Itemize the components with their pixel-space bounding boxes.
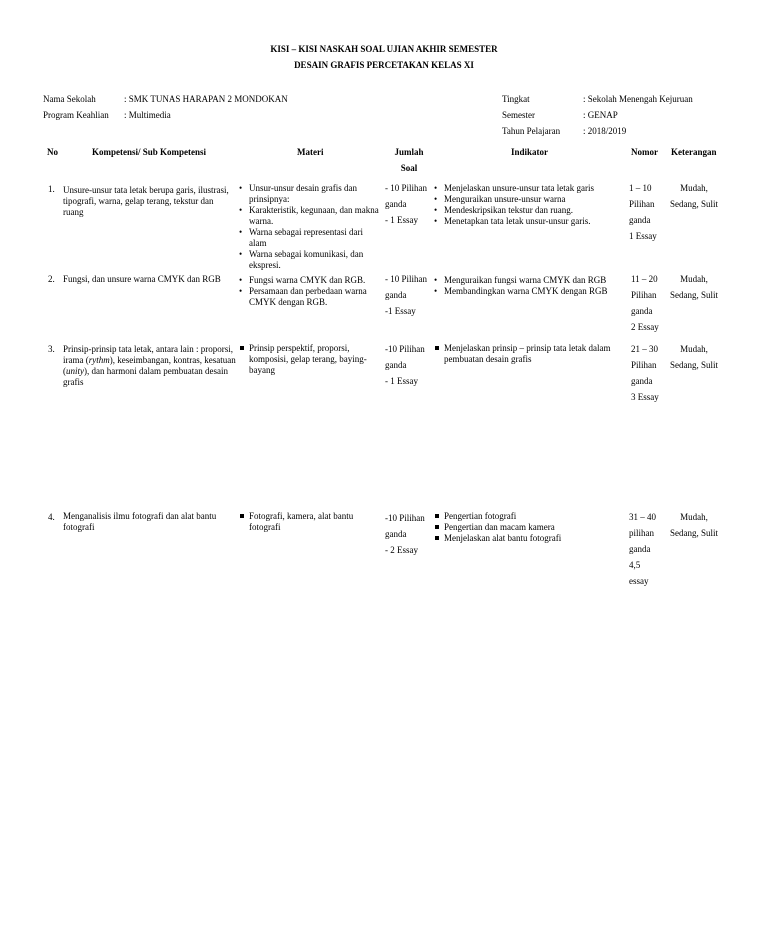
row-2-no: 2. [48,274,55,284]
row-2-nomor [631,271,659,335]
list-item: • Unsur-unsur desain grafis dan prinsipnya: [239,183,382,205]
list-item: Fotografi, kamera, alat bantu fotografi [239,511,374,533]
list-item: • Warna sebagai komunikasi, dan ekspresi. [239,249,382,271]
row-4-keterangan [664,509,724,541]
list-item: • Warna sebagai representasi dari alam [239,227,382,249]
row-3-jumlah-line1: -10 Pilihan [385,344,425,354]
info-program-label: Program Keahlian [43,110,109,120]
row-2-jumlah-line3: -1 Essay [385,306,416,316]
list-item: Prinsip perspektif, proporsi, komposisi, gelap terang, baying-bayang [239,343,374,376]
row-2-jumlah [385,271,427,319]
list-item: Pengertian fotografi [434,511,620,522]
col-header-jumlah-line1: Jumlah [394,147,424,157]
row-4-indikator-list [434,511,620,544]
row-1-keterangan-line1: Mudah, [680,183,708,193]
row-3-kompetensi [63,344,238,388]
row-1-jumlah-line1: - 10 Pilihan [385,183,427,193]
row-1-jumlah [385,180,427,228]
row-4-nomor-line4: 4,5 [629,560,641,570]
row-4-nomor-line2: pilihan [629,528,654,538]
list-item: Pengertian dan macam kamera [434,522,620,533]
list-item: • Membandingkan warna CMYK dengan RGB [434,286,620,297]
col-header-keterangan: Keterangan [671,147,717,157]
row-1-indikator-list [434,183,620,227]
row-2-materi-list [239,275,374,308]
info-program-value: : Multimedia [124,110,171,120]
row-2-jumlah-line1: - 10 Pilihan [385,274,427,284]
row-2-indikator-list [434,275,620,297]
row-1-nomor [629,180,657,244]
row-3-nomor-line1: 21 – 30 [631,344,658,354]
row-2-keterangan [664,271,724,303]
col-header-jumlah-line2: Soal [400,163,418,173]
row-3-nomor-line4: 3 Essay [631,392,659,402]
list-item: Menjelaskan prinsip – prinsip tata letak dalam pembuatan desain grafis [434,343,620,365]
row-1-keterangan-line2: Sedang, Sulit [669,199,718,209]
row-3-keterangan-line1: Mudah, [680,344,708,354]
info-year-label: Tahun Pelajaran [502,126,561,136]
row-3-nomor [631,341,659,405]
row-3-kompetensi-part-d: unity [66,366,84,376]
row-4-jumlah-line2: ganda [385,529,407,539]
row-3-no: 3. [48,344,55,354]
row-1-nomor-line2: Pilihan [629,199,655,209]
row-1-keterangan [664,180,724,212]
row-3-jumlah-line2: ganda [385,360,407,370]
row-4-jumlah-line1: -10 Pilihan [385,513,425,523]
col-header-no: No [47,147,58,157]
row-3-keterangan [664,341,724,373]
row-1-nomor-line3: ganda [629,215,651,225]
row-4-jumlah-line3: - 2 Essay [385,545,418,555]
row-4-nomor-line1: 31 – 40 [629,512,656,522]
col-header-jumlah [385,147,433,174]
list-item: • Menjelaskan unsure-unsur tata letak garis [434,183,620,194]
col-header-indikator: Indikator [511,147,549,157]
row-3-kompetensi-part-a: Prinsip-prinsip tata letak, antara lain : proporsi, irama ( [63,344,233,365]
row-2-keterangan-line2: Sedang, Sulit [669,290,718,300]
row-2-nomor-line4: 2 Essay [631,322,659,332]
row-3-nomor-line2: Pilihan [631,360,657,370]
doc-title-line2: DESAIN GRAFIS PERCETAKAN KELAS XI [294,60,474,70]
row-3-nomor-line3: ganda [631,376,653,386]
row-1-nomor-line4: 1 Essay [629,231,657,241]
row-4-keterangan-line2: Sedang, Sulit [669,528,718,538]
info-semester-label: Semester [502,110,535,120]
info-semester-value: : GENAP [583,110,618,120]
row-4-keterangan-line1: Mudah, [680,512,708,522]
row-1-no: 1. [48,184,55,194]
list-item: • Persamaan dan perbedaan warna CMYK dengan RGB. [239,286,374,308]
row-2-nomor-line3: ganda [631,306,653,316]
info-school-label: Nama Sekolah [43,94,96,104]
row-4-nomor-line3: ganda [629,544,651,554]
doc-title-line1: KISI – KISI NASKAH SOAL UJIAN AKHIR SEMESTER [270,44,498,54]
col-header-nomor: Nomor [631,147,658,157]
row-1-jumlah-line3: - 1 Essay [385,215,418,225]
row-4-no: 4. [48,512,55,522]
row-4-nomor-line5: essay [629,576,649,586]
row-1-nomor-line1: 1 – 10 [629,183,652,193]
list-item: • Menetapkan tata letak unsur-unsur garis. [434,216,620,227]
row-4-jumlah [385,510,425,558]
row-2-nomor-line2: Pilihan [631,290,657,300]
row-2-jumlah-line2: ganda [385,290,407,300]
col-header-kompetensi: Kompetensi/ Sub Kompetensi [92,147,207,157]
list-item: • Menguraikan unsure-unsur warna [434,194,620,205]
row-3-indikator-list [434,343,620,365]
row-2-kompetensi: Fungsi, dan unsure warna CMYK dan RGB [63,274,221,284]
list-item: • Karakteristik, kegunaan, dan makna warna. [239,205,382,227]
row-4-materi-list [239,511,374,533]
list-item: • Fungsi warna CMYK dan RGB. [239,275,374,286]
row-3-keterangan-line2: Sedang, Sulit [669,360,718,370]
info-year-value: : 2018/2019 [583,126,627,136]
info-level-value: : Sekolah Menengah Kejuruan [583,94,693,104]
info-school-value: : SMK TUNAS HARAPAN 2 MONDOKAN [124,94,288,104]
row-3-jumlah-line3: - 1 Essay [385,376,418,386]
row-3-kompetensi-part-b: rythm [88,355,110,365]
row-4-kompetensi: Menganalisis ilmu fotografi dan alat bantu fotografi [63,511,217,532]
list-item: • Menguraikan fungsi warna CMYK dan RGB [434,275,620,286]
row-3-materi-list [239,343,374,376]
col-header-materi: Materi [297,147,324,157]
list-item: Menjelaskan alat bantu fotografi [434,533,620,544]
row-1-materi-list [239,183,382,271]
row-4-nomor [629,509,656,589]
row-3-kompetensi-part-c: ), keseimbangan, kontras, kesatuan ( [63,355,236,376]
list-item: • Mendeskripsikan tekstur dan ruang. [434,205,620,216]
row-2-nomor-line1: 11 – 20 [631,274,658,284]
info-level-label: Tingkat [502,94,530,104]
row-2-keterangan-line1: Mudah, [680,274,708,284]
row-1-kompetensi: Unsure-unsur tata letak berupa garis, ilustrasi, tipografi, warna, gelap terang, tekstur dan ruang [63,185,229,217]
row-3-kompetensi-part-e: ), dan harmoni dalam pembuatan desain grafis [63,366,228,387]
row-3-jumlah [385,341,425,389]
row-1-jumlah-line2: ganda [385,199,407,209]
